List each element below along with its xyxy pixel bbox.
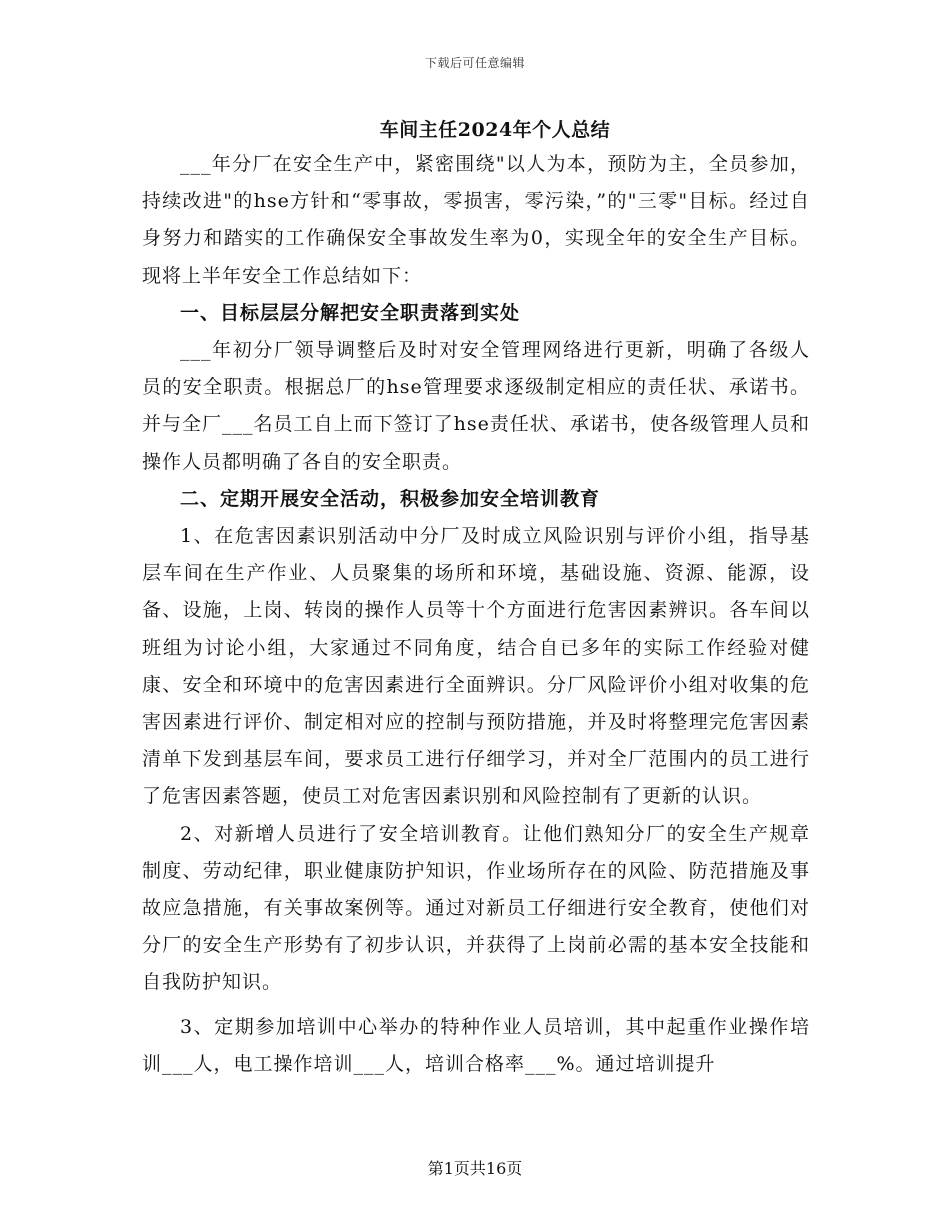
intro-paragraph: ___年分厂在安全生产中，紧密围绕"以人为本，预防为主，全员参加，持续改进"的hse方针和“零事故，零损害，零污染，”的"三零"目标。经过自身努力和踏实的工作确保安全事故发生率为0，实现全年的安全生产目标。现将上半年安全工作总结如下：	[142, 153, 810, 287]
section-heading-2: 二、定期开展安全活动，积极参加安全培训教育	[180, 487, 601, 510]
document-body	[142, 146, 810, 1083]
section-1-paragraph: ___年初分厂领导调整后及时对安全管理网络进行更新，明确了各级人员的安全职责。根据总厂的hse管理要求逐级制定相应的责任状、承诺书。并与全厂___名员工自上而下签订了hse责任状、承诺书，使各级管理人员和操作人员都明确了各自的安全职责。	[142, 339, 810, 473]
page-number: 第1页共16页	[427, 1159, 523, 1178]
item-1-paragraph: 1、在危害因素识别活动中分厂及时成立风险识别与评价小组，指导基层车间在生产作业、人员聚集的场所和环境，基础设施、资源、能源，设备、设施，上岗、转岗的操作人员等十个方面进行危害因素辨识。各车间以班组为讨论小组，大家通过不同角度，结合自已多年的实际工作经验对健康、安全和环境中的危害因素进行全面辨识。分厂风险评价小组对收集的危害因素进行评价、制定相对应的控制与预防措施，并及时将整理完危害因素清单下发到基层车间，要求员工进行仔细学习，并对全厂范围内的员工进行了危害因素答题，使员工对危害因素识别和风险控制有了更新的认识。	[142, 525, 810, 808]
document-title: 车间主任2024年个人总结	[379, 119, 611, 141]
item-2-paragraph: 2、对新增人员进行了安全培训教育。让他们熟知分厂的安全生产规章制度、劳动纪律，职业健康防护知识，作业场所存在的风险、防范措施及事故应急措施，有关事故案例等。通过对新员工仔细进行安全教育，使他们对分厂的安全生产形势有了初步认识，并获得了上岗前必需的基本安全技能和自我防护知识。	[142, 822, 810, 994]
item-3-paragraph: 3、定期参加培训中心举办的特种作业人员培训，其中起重作业操作培训___人，电工操作培训___人，培训合格率___%。通过培训提升	[142, 1015, 810, 1075]
header-note: 下载后可任意编辑	[424, 56, 525, 70]
section-heading-1: 一、目标层层分解把安全职责落到实处	[180, 301, 521, 324]
